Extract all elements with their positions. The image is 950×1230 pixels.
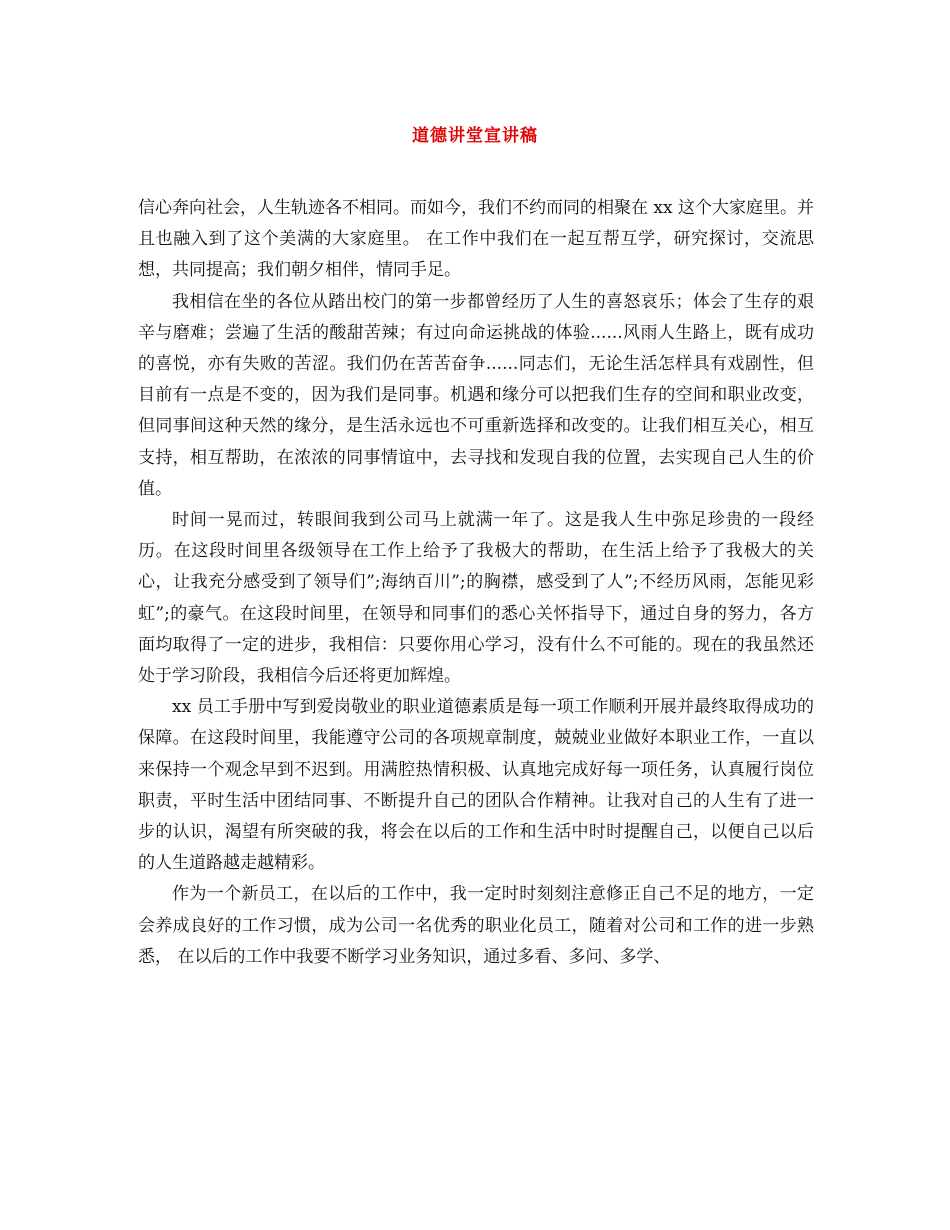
paragraph-4: xx 员工手册中写到爱岗敬业的职业道德素质是每一项工作顺利开展并最终取得成功的保障。在这段时间里，我能遵守公司的各项规章制度，兢兢业业做好本职业工作，一直以来保持一个观念早到不迟到。用满腔热情积极、认真地完成好每一项任务，认真履行岗位职责，平时生活中团结同事、不断提升自己的团队合作精神。让我对自己的人生有了进一步的认识，渴望有所突破的我，将会在以后的工作和生活中时时提醒自己，以便自己以后的人生道路越走越精彩。 xyxy=(138,697,814,874)
paragraph-1: 信心奔向社会，人生轨迹各不相同。而如今，我们不约而同的相聚在 xx 这个大家庭里。并且也融入到了这个美满的大家庭里。 在工作中我们在一起互帮互学，研究探讨，交流思想，共同提高；我们朝夕相伴，情同手足。 xyxy=(138,198,814,281)
paragraph-2: 我相信在坐的各位从踏出校门的第一步都曾经历了人生的喜怒哀乐；体会了生存的艰辛与磨难；尝遍了生活的酸甜苦辣；有过向命运挑战的体验......风雨人生路上，既有成功的喜悦，亦有失败的苦涩。我们仍在苦苦奋争......同志们，无论生活怎样具有戏剧性，但目前有一点是不变的，因为我们是同事。机遇和缘分可以把我们生存的空间和职业改变，但同事间这种天然的缘分，是生活永远也不可重新选择和改变的。让我们相互关心，相互支持，相互帮助，在浓浓的同事情谊中，去寻找和发现自我的位置，去实现自己人生的价值。 xyxy=(138,291,814,499)
paragraph-3: 时间一晃而过，转眼间我到公司马上就满一年了。这是我人生中弥足珍贵的一段经历。在这段时间里各级领导在工作上给予了我极大的帮助，在生活上给予了我极大的关心，让我充分感受到了领导们”;海纳百川”;的胸襟，感受到了人”;不经历风雨，怎能见彩虹”;的豪气。在这段时间里，在领导和同事们的悉心关怀指导下，通过自身的努力，各方面均取得了一定的进步，我相信：只要你用心学习，没有什么不可能的。现在的我虽然还处于学习阶段，我相信今后还将更加辉煌。 xyxy=(138,510,814,687)
document-body xyxy=(138,193,814,973)
paragraph-5: 作为一个新员工，在以后的工作中，我一定时时刻刻注意修正自己不足的地方，一定会养成良好的工作习惯，成为公司一名优秀的职业化员工，随着对公司和工作的进一步熟悉， 在以后的工作中我要不断学习业务知识，通过多看、多问、多学、 xyxy=(138,884,814,967)
document-title: 道德讲堂宣讲稿 xyxy=(412,126,538,146)
